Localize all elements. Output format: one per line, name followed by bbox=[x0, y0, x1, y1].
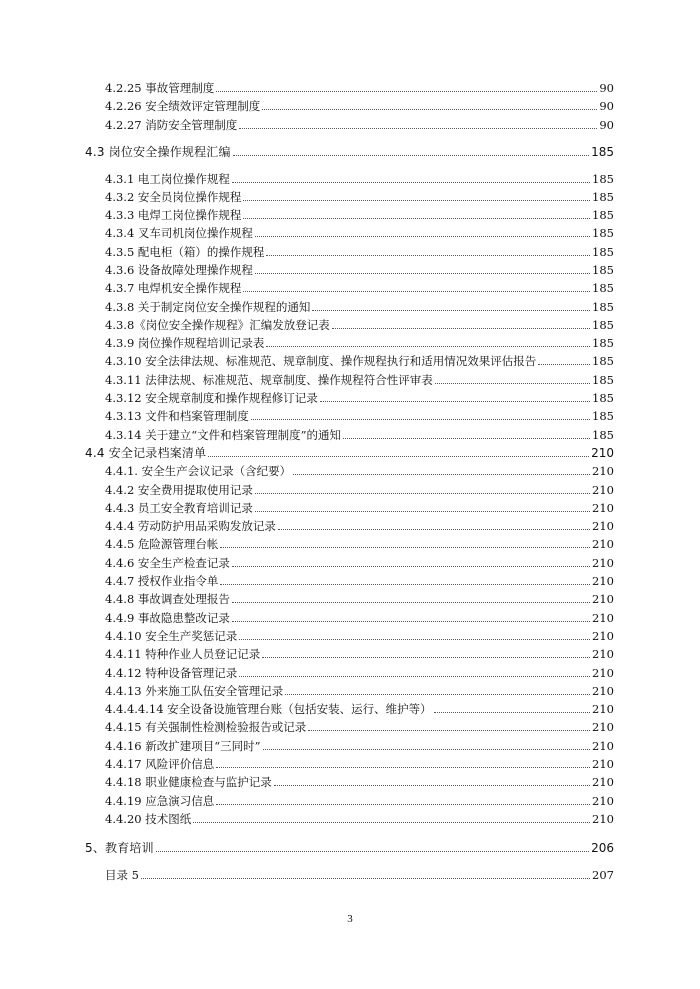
toc-dot-leader bbox=[233, 155, 589, 156]
toc-dot-leader bbox=[232, 566, 590, 567]
toc-entry-page: 210 bbox=[592, 684, 614, 698]
toc-entry[interactable] bbox=[105, 460, 614, 478]
toc-dot-leader bbox=[216, 804, 590, 805]
toc-entry-title: 4.3.4 叉车司机岗位操作规程 bbox=[105, 226, 253, 240]
toc-entry[interactable] bbox=[105, 864, 614, 882]
toc-entry[interactable] bbox=[105, 424, 614, 442]
toc-entry-title: 4.4.1. 安全生产会议记录（含纪要） bbox=[105, 464, 292, 478]
toc-entry[interactable] bbox=[105, 95, 614, 113]
toc-entry-page: 207 bbox=[592, 868, 614, 882]
toc-entry-title: 4.4.18 职业健康检查与监护记录 bbox=[105, 775, 272, 789]
toc-entry[interactable] bbox=[105, 186, 614, 204]
toc-entry-title: 4.2.25 事故管理制度 bbox=[105, 81, 215, 95]
toc-entry-title: 目录 5 bbox=[105, 868, 139, 882]
toc-entry-page: 210 bbox=[592, 775, 614, 789]
toc-entry-title: 4.4.4.4.14 安全设备设施管理台账（包括安装、运行、维护等） bbox=[105, 702, 432, 716]
toc-dot-leader bbox=[255, 493, 590, 494]
toc-entry[interactable] bbox=[105, 168, 614, 186]
toc-entry-title: 4.4.2 安全费用提取使用记录 bbox=[105, 483, 253, 497]
toc-dot-leader bbox=[308, 730, 590, 731]
toc-entry[interactable] bbox=[105, 277, 614, 295]
toc-entry-title: 4.3.11 法律法规、标准规范、规章制度、操作规程符合性评审表 bbox=[105, 373, 433, 387]
toc-entry-page: 210 bbox=[592, 629, 614, 643]
toc-dot-leader bbox=[332, 328, 590, 329]
toc-dot-leader bbox=[156, 851, 589, 852]
toc-entry-page: 185 bbox=[592, 373, 614, 387]
toc-entry-title: 4.3.8 关于制定岗位安全操作规程的通知 bbox=[105, 300, 311, 314]
toc-dot-leader bbox=[274, 785, 590, 786]
toc-entry-page: 185 bbox=[592, 281, 614, 295]
toc-entry[interactable] bbox=[105, 350, 614, 368]
toc-entry-title: 4.3.3 电焊工岗位操作规程 bbox=[105, 208, 242, 222]
toc-entry-page: 185 bbox=[592, 208, 614, 222]
toc-entry-title: 4.4.5 危险源管理台帐 bbox=[105, 537, 219, 551]
toc-entry-page: 210 bbox=[592, 464, 614, 478]
toc-entry[interactable] bbox=[105, 77, 614, 95]
toc-entry-page: 185 bbox=[591, 145, 614, 159]
toc-entry-page: 185 bbox=[592, 391, 614, 405]
toc-dot-leader bbox=[255, 236, 590, 237]
toc-entry[interactable] bbox=[105, 314, 614, 332]
toc-entry-title: 4.3.7 电焊机安全操作规程 bbox=[105, 281, 242, 295]
toc-dot-leader bbox=[243, 291, 590, 292]
toc-entry[interactable] bbox=[105, 259, 614, 277]
toc-entry[interactable] bbox=[105, 698, 614, 716]
toc-entry-title: 4.4.20 技术图纸 bbox=[105, 812, 192, 826]
toc-entry-title: 4.3 岗位安全操作规程汇编 bbox=[85, 145, 231, 159]
toc-entry-page: 210 bbox=[591, 446, 614, 460]
toc-dot-leader bbox=[343, 438, 590, 439]
toc-entry-title: 4.4.16 新改扩建项目“三同时” bbox=[105, 739, 261, 753]
toc-entry[interactable] bbox=[105, 515, 614, 533]
toc-dot-leader bbox=[232, 602, 590, 603]
toc-entry[interactable] bbox=[105, 387, 614, 405]
toc-entry-page: 185 bbox=[592, 300, 614, 314]
toc-entry[interactable] bbox=[105, 607, 614, 625]
toc-entry-page: 185 bbox=[592, 409, 614, 423]
toc-entry-title: 4.4.6 安全生产检查记录 bbox=[105, 556, 230, 570]
toc-dot-leader bbox=[262, 657, 590, 658]
toc-entry[interactable] bbox=[105, 552, 614, 570]
toc-entry-page: 210 bbox=[592, 739, 614, 753]
toc-entry[interactable] bbox=[105, 588, 614, 606]
toc-entry[interactable] bbox=[105, 222, 614, 240]
toc-entry[interactable] bbox=[105, 497, 614, 515]
toc-dot-leader bbox=[312, 310, 590, 311]
toc-dot-leader bbox=[232, 182, 590, 183]
toc-dot-leader bbox=[262, 109, 597, 110]
toc-entry-page: 206 bbox=[591, 841, 614, 855]
toc-dot-leader bbox=[263, 749, 591, 750]
toc-dot-leader bbox=[208, 456, 589, 457]
toc-entry-title: 4.4.19 应急演习信息 bbox=[105, 794, 215, 808]
toc-entry[interactable] bbox=[105, 716, 614, 734]
toc-entry-title: 4.4.15 有关强制性检测检验报告或记录 bbox=[105, 720, 307, 734]
toc-entry-page: 210 bbox=[592, 592, 614, 606]
toc-dot-leader bbox=[255, 273, 590, 274]
toc-entry-page: 210 bbox=[592, 537, 614, 551]
toc-entry-page: 185 bbox=[592, 428, 614, 442]
toc-entry-title: 4.4.13 外来施工队伍安全管理记录 bbox=[105, 684, 284, 698]
toc-entry-page: 90 bbox=[599, 118, 614, 132]
toc-section-entry[interactable] bbox=[85, 442, 614, 460]
toc-entry[interactable] bbox=[105, 808, 614, 826]
toc-entry-title: 4.3.8《岗位安全操作规程》汇编发放登记表 bbox=[105, 318, 330, 332]
toc-dot-leader bbox=[266, 255, 590, 256]
toc-entry-page: 185 bbox=[592, 336, 614, 350]
toc-entry[interactable] bbox=[105, 790, 614, 808]
toc-entry-page: 210 bbox=[592, 501, 614, 515]
page-number: 3 bbox=[347, 913, 353, 925]
toc-dot-leader bbox=[220, 584, 590, 585]
toc-entry[interactable] bbox=[105, 479, 614, 497]
toc-section-entry[interactable] bbox=[85, 141, 614, 159]
toc-dot-leader bbox=[141, 878, 590, 879]
toc-entry[interactable] bbox=[105, 680, 614, 698]
toc-entry-title: 4.4.7 授权作业指令单 bbox=[105, 574, 219, 588]
toc-entry[interactable] bbox=[105, 405, 614, 423]
toc-entry-page: 210 bbox=[592, 647, 614, 661]
toc-entry-page: 90 bbox=[599, 99, 614, 113]
toc-entry[interactable] bbox=[105, 114, 614, 132]
toc-entry-title: 4.3.6 设备故障处理操作规程 bbox=[105, 263, 253, 277]
toc-entry[interactable] bbox=[105, 662, 614, 680]
toc-entry-title: 4.2.27 消防安全管理制度 bbox=[105, 118, 238, 132]
toc-entry[interactable] bbox=[105, 296, 614, 314]
toc-dot-leader bbox=[239, 639, 590, 640]
toc-entry-title: 4.3.2 安全员岗位操作规程 bbox=[105, 190, 242, 204]
toc-entry-page: 210 bbox=[592, 757, 614, 771]
toc-entry-title: 4.3.14 关于建立“文件和档案管理制度”的通知 bbox=[105, 428, 341, 442]
toc-dot-leader bbox=[232, 621, 590, 622]
toc-entry-page: 210 bbox=[592, 556, 614, 570]
toc-entry[interactable] bbox=[105, 735, 614, 753]
toc-entry-page: 210 bbox=[592, 812, 614, 826]
toc-entry-title: 4.2.26 安全绩效评定管理制度 bbox=[105, 99, 261, 113]
toc-entry[interactable] bbox=[105, 204, 614, 222]
toc-dot-leader bbox=[435, 383, 590, 384]
toc-dot-leader bbox=[255, 511, 590, 512]
toc-dot-leader bbox=[216, 91, 597, 92]
toc-entry-page: 90 bbox=[599, 81, 614, 95]
toc-entry[interactable] bbox=[105, 753, 614, 771]
toc-entry-title: 4.4.4 劳动防护用品采购发放记录 bbox=[105, 519, 276, 533]
toc-entry[interactable] bbox=[105, 570, 614, 588]
toc-dot-leader bbox=[216, 767, 590, 768]
toc-entry-title: 4.3.13 文件和档案管理制度 bbox=[105, 409, 249, 423]
toc-entry-page: 210 bbox=[592, 666, 614, 680]
toc-entry-title: 4.3.1 电工岗位操作规程 bbox=[105, 172, 230, 186]
toc-entry[interactable] bbox=[105, 625, 614, 643]
toc-entry-page: 185 bbox=[592, 318, 614, 332]
toc-entry-page: 210 bbox=[592, 574, 614, 588]
toc-dot-leader bbox=[243, 200, 590, 201]
toc-entry-page: 185 bbox=[592, 245, 614, 259]
toc-dot-leader bbox=[538, 364, 590, 365]
toc-entry[interactable] bbox=[105, 241, 614, 259]
toc-entry-title: 4.3.10 安全法律法规、标准规范、规章制度、操作规程执行和适用情况效果评估报告 bbox=[105, 354, 537, 368]
toc-entry-page: 210 bbox=[592, 611, 614, 625]
toc-entry-title: 4.4 安全记录档案清单 bbox=[85, 446, 207, 460]
toc-entry-page: 185 bbox=[592, 354, 614, 368]
toc-entry-page: 185 bbox=[592, 172, 614, 186]
toc-entry-title: 4.4.3 员工安全教育培训记录 bbox=[105, 501, 253, 515]
toc-entry[interactable] bbox=[105, 643, 614, 661]
toc-dot-leader bbox=[193, 822, 590, 823]
toc-entry-page: 210 bbox=[592, 483, 614, 497]
toc-entry-title: 4.3.12 安全规章制度和操作规程修订记录 bbox=[105, 391, 318, 405]
toc-entry-title: 4.4.11 特种作业人员登记记录 bbox=[105, 647, 261, 661]
toc-entry-title: 4.3.9 岗位操作规程培训记录表 bbox=[105, 336, 265, 350]
toc-entry-title: 4.4.9 事故隐患整改记录 bbox=[105, 611, 230, 625]
toc-entry[interactable] bbox=[105, 533, 614, 551]
toc-entry-page: 210 bbox=[592, 794, 614, 808]
toc-dot-leader bbox=[251, 419, 590, 420]
toc-entry-title: 4.4.10 安全生产奖惩记录 bbox=[105, 629, 238, 643]
toc-entry-page: 185 bbox=[592, 190, 614, 204]
toc-entry[interactable] bbox=[105, 332, 614, 350]
toc-entry-page: 210 bbox=[592, 720, 614, 734]
toc-entry-page: 185 bbox=[592, 263, 614, 277]
toc-entry-title: 5、教育培训 bbox=[85, 841, 154, 855]
toc-dot-leader bbox=[239, 676, 590, 677]
toc-entry-page: 210 bbox=[592, 702, 614, 716]
toc-section-entry[interactable] bbox=[85, 837, 614, 855]
toc-dot-leader bbox=[278, 529, 590, 530]
toc-entry-title: 4.3.5 配电柜（箱）的操作规程 bbox=[105, 245, 265, 259]
toc-dot-leader bbox=[434, 712, 590, 713]
toc-entry[interactable] bbox=[105, 369, 614, 387]
toc-entry-page: 210 bbox=[592, 519, 614, 533]
toc-dot-leader bbox=[243, 218, 590, 219]
toc-entry-title: 4.4.17 风险评价信息 bbox=[105, 757, 215, 771]
toc-dot-leader bbox=[293, 474, 590, 475]
toc-dot-leader bbox=[320, 401, 590, 402]
toc-entry[interactable] bbox=[105, 771, 614, 789]
toc-entry-page: 185 bbox=[592, 226, 614, 240]
toc-dot-leader bbox=[220, 547, 590, 548]
toc-entry-title: 4.4.8 事故调查处理报告 bbox=[105, 592, 230, 606]
toc-dot-leader bbox=[239, 128, 597, 129]
toc-entry-title: 4.4.12 特种设备管理记录 bbox=[105, 666, 238, 680]
toc-dot-leader bbox=[285, 694, 590, 695]
toc-dot-leader bbox=[266, 346, 590, 347]
